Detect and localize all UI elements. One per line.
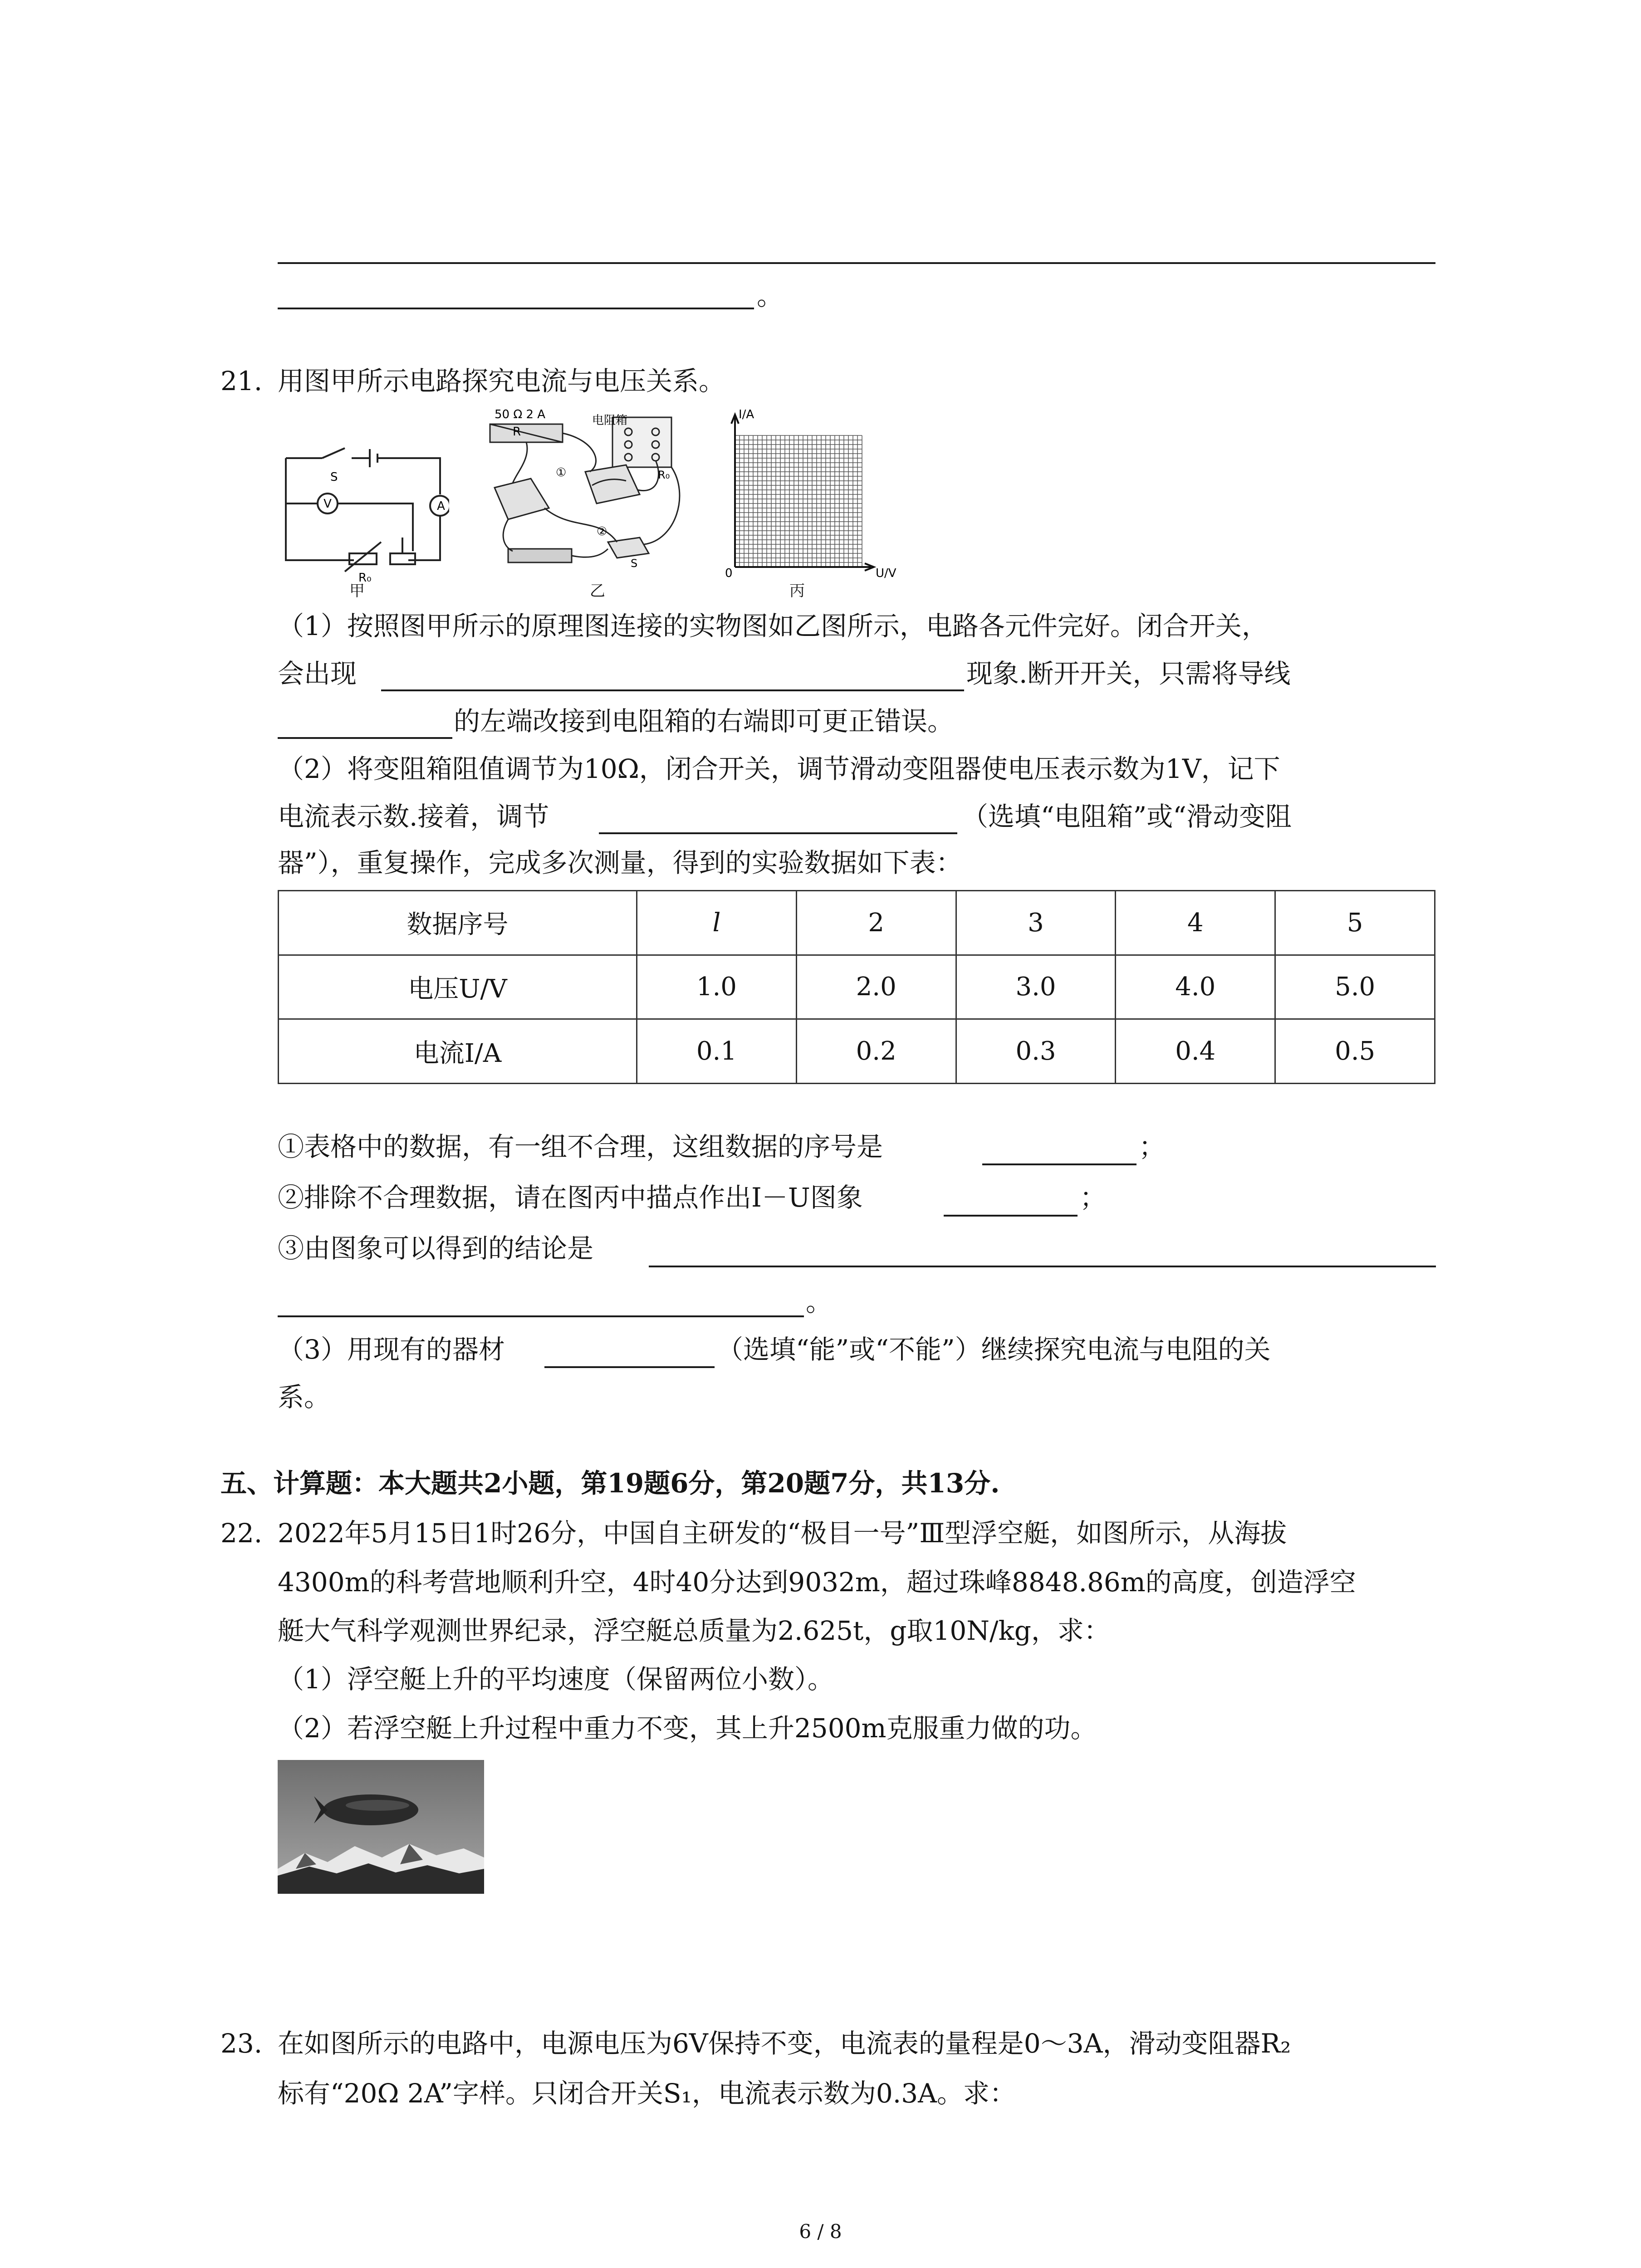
label-r: R (513, 425, 521, 439)
table-cell: 4 (1116, 891, 1275, 955)
table-cell: 0.5 (1275, 1019, 1435, 1084)
table-cell: 3.0 (956, 955, 1116, 1019)
answer-line (278, 262, 1435, 264)
part3-line-a-end: （选填“能”或“不能”）继续探究电流与电阻的关 (717, 1334, 1271, 1365)
sub-question-1: ①表格中的数据，有一组不合理，这组数据的序号是 (278, 1131, 883, 1162)
part2-line-a: （2）将变阻箱阻值调节为10Ω，闭合开关，调节滑动变阻器使电压表示数为1V，记下 (278, 753, 1280, 784)
table-cell: 5 (1275, 891, 1435, 955)
table-cell: 2.0 (796, 955, 956, 1019)
row-label: 电压U/V (279, 955, 637, 1019)
answer-blank[interactable] (599, 832, 957, 834)
section-heading: 五、计算题：本大题共2小题，第19题6分，第20题7分，共13分. (220, 1468, 1000, 1499)
q23-line-1: 在如图所示的电路中，电源电压为6V保持不变，电流表的量程是0～3A，滑动变阻器R₂ (278, 2028, 1291, 2059)
figure-yi-apparatus (481, 404, 699, 585)
label-r0: R₀ (658, 469, 670, 481)
part3-line-b: 系。 (278, 1382, 331, 1413)
q22-line-3: 艇大气科学观测世界纪录，浮空艇总质量为2.625t，g取10N/kg，求： (278, 1615, 1110, 1646)
q22-sub-2: （2）若浮空艇上升过程中重力不变，其上升2500m克服重力做的功。 (278, 1713, 1097, 1744)
label-rating: 50 Ω 2 A (495, 408, 546, 421)
part2-line-b-start: 电流表示数.接着，调节 (278, 801, 549, 832)
sub-question-3-end: 。 (806, 1286, 833, 1317)
page-number: 6 / 8 (799, 2220, 842, 2243)
table-cell: 3 (956, 891, 1116, 955)
sub-question-3: ③由图象可以得到的结论是 (278, 1233, 594, 1264)
answer-blank[interactable] (544, 1366, 715, 1368)
part2-line-c: 器”），重复操作，完成多次测量，得到的实验数据如下表： (278, 847, 962, 878)
label-r0: R₀ (358, 571, 372, 585)
q22-line-2: 4300m的科考营地顺利升空，4时40分达到9032m，超过珠峰8848.86m的高度，创造浮空 (278, 1567, 1356, 1598)
answer-blank[interactable] (982, 1163, 1136, 1165)
y-axis-label: I/A (739, 408, 754, 421)
table-cell: 4.0 (1116, 955, 1275, 1019)
row-label: 电流I/A (279, 1019, 637, 1084)
table-row (279, 891, 1435, 955)
answer-blank[interactable] (278, 737, 452, 739)
q22-sub-1: （1）浮空艇上升的平均速度（保留两位小数）。 (278, 1664, 834, 1695)
table-row (279, 1019, 1435, 1084)
answer-blank[interactable] (649, 1266, 1436, 1267)
part1-line-c: 的左端改接到电阻箱的右端即可更正错误。 (454, 706, 954, 737)
sub-question-1-end: ； (1139, 1131, 1166, 1162)
label-switch: S (330, 470, 338, 484)
row-label: 数据序号 (279, 891, 637, 955)
table-cell: 0.2 (796, 1019, 956, 1084)
question-prompt: 用图甲所示电路探究电流与电压关系。 (278, 366, 725, 396)
label-switch: S (631, 557, 638, 570)
figure-caption-yi: 乙 (590, 582, 605, 600)
table-cell: l (637, 891, 797, 955)
figure-bing-grid (721, 408, 903, 581)
answer-blank[interactable] (944, 1215, 1078, 1217)
airship-photo (278, 1760, 484, 1894)
table-cell: 0.3 (956, 1019, 1116, 1084)
label-wire-1: ① (556, 466, 567, 479)
part2-line-b-end: （选填“电阻箱”或“滑动变阻 (962, 801, 1292, 832)
table-cell: 1.0 (637, 955, 797, 1019)
table-cell: 0.1 (637, 1019, 797, 1084)
question-number: 23. (220, 2028, 263, 2059)
sub-question-2: ②排除不合理数据，请在图丙中描点作出I－U图象 (278, 1182, 863, 1213)
part1-line-a: （1）按照图甲所示的原理图连接的实物图如乙图所示，电路各元件完好。闭合开关， (278, 611, 1268, 641)
question-number: 22. (220, 1518, 263, 1549)
label-ammeter: A (437, 499, 445, 513)
part1-line-b-end: 现象.断开开关，只需将导线 (966, 658, 1291, 689)
table-row (279, 955, 1435, 1019)
part1-line-b-start: 会出现 (278, 658, 357, 689)
answer-line (278, 308, 754, 309)
sub-question-2-end: ； (1080, 1182, 1107, 1213)
figure-caption-bing: 丙 (789, 582, 805, 600)
table-cell: 2 (796, 891, 956, 955)
table-cell: 5.0 (1275, 955, 1435, 1019)
x-axis-label: U/V (876, 567, 896, 580)
label-resistance-box: 电阻箱 (592, 414, 628, 427)
end-mark: 。 (757, 280, 784, 311)
data-table (278, 890, 1435, 1084)
label-wire-2: ② (597, 525, 607, 538)
q22-line-1: 2022年5月15日1时26分，中国自主研发的“极目一号”Ⅲ型浮空艇，如图所示，从海拔 (278, 1518, 1287, 1549)
part3-line-a-start: （3）用现有的器材 (278, 1334, 505, 1365)
question-number: 21. (220, 366, 263, 396)
figure-caption-jia: 甲 (349, 582, 365, 600)
label-voltmeter: V (323, 497, 332, 511)
table-cell: 0.4 (1116, 1019, 1275, 1084)
answer-blank[interactable] (381, 689, 964, 691)
q23-line-2: 标有“20Ω 2A”字样。只闭合开关S₁，电流表示数为0.3A。求： (278, 2078, 1016, 2109)
origin-label: 0 (725, 567, 733, 580)
answer-blank[interactable] (278, 1315, 804, 1317)
figure-jia-schematic (277, 445, 449, 590)
